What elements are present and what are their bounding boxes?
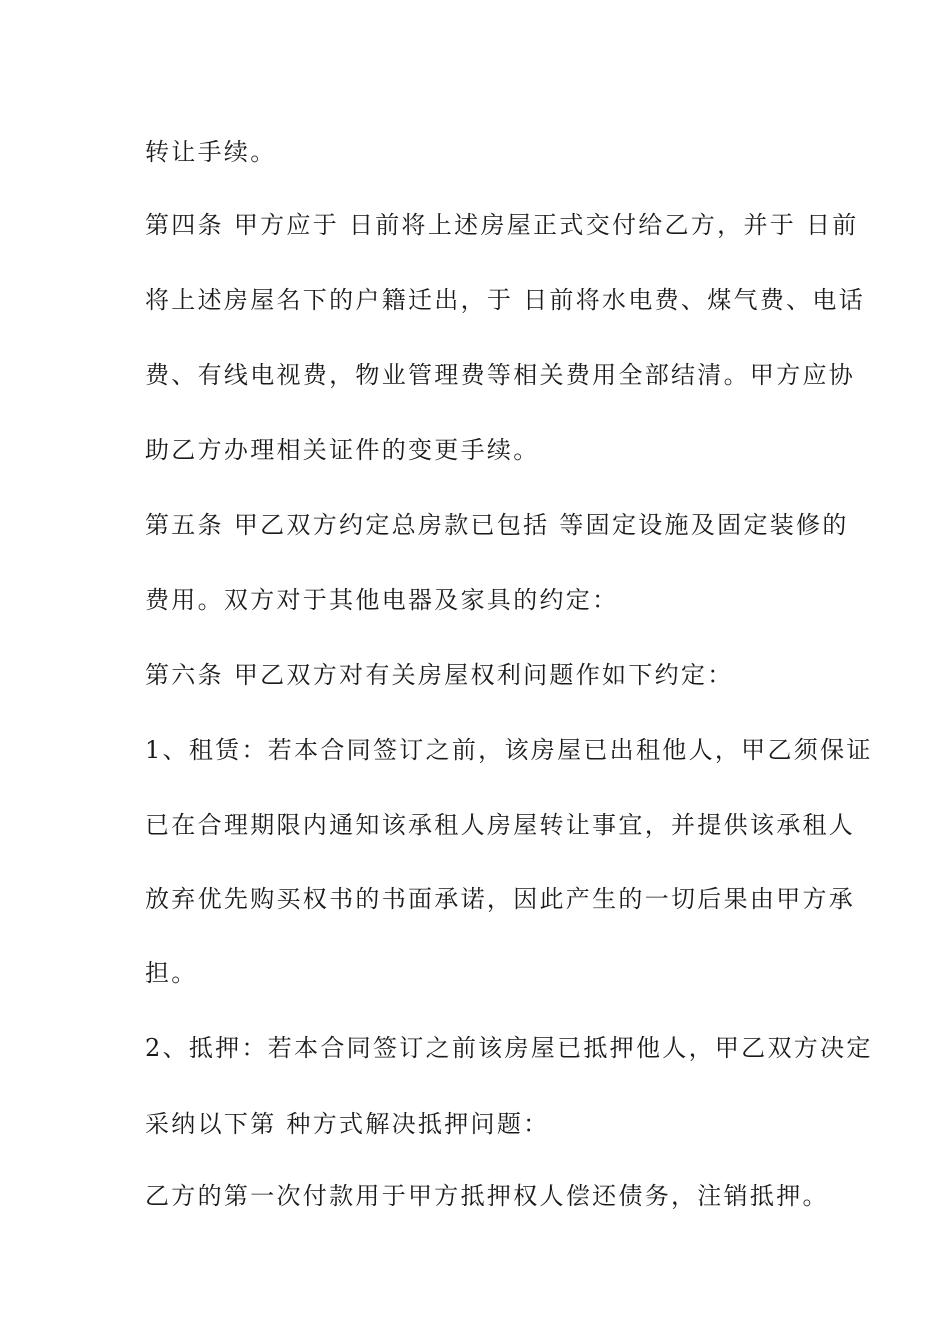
text-line: 担。 <box>145 959 198 987</box>
text-line: 助乙方办理相关证件的变更手续。 <box>145 436 540 464</box>
text-line: 乙方的第一次付款用于甲方抵押权人偿还债务，注销抵押。 <box>145 1182 829 1210</box>
text-line: 已在合理期限内通知该承租人房屋转让事宜，并提供该承租人 <box>145 811 856 839</box>
text-line: 费、有线电视费，物业管理费等相关费用全部结清。甲方应协 <box>145 361 856 389</box>
text-line: 第六条 甲乙双方对有关房屋权利问题作如下约定： <box>145 661 734 689</box>
text-line: 1、租赁：若本合同签订之前，该房屋已出租他人，甲乙须保证 <box>145 736 873 764</box>
text-line: 2、抵押：若本合同签订之前该房屋已抵押他人，甲乙双方决定 <box>145 1034 873 1062</box>
text-line: 第四条 甲方应于 日前将上述房屋正式交付给乙方，并于 日前 <box>145 211 859 239</box>
text-line: 转让手续。 <box>145 138 277 166</box>
text-line: 第五条 甲乙双方约定总房款已包括 等固定设施及固定装修的 <box>145 511 849 539</box>
text-line: 费用。双方对于其他电器及家具的约定： <box>145 586 619 614</box>
text-line: 采纳以下第 种方式解决抵押问题： <box>145 1110 550 1138</box>
text-line: 将上述房屋名下的户籍迁出，于 日前将水电费、煤气费、电话 <box>145 286 866 314</box>
text-line: 放弃优先购买权书的书面承诺，因此产生的一切后果由甲方承 <box>145 885 856 913</box>
